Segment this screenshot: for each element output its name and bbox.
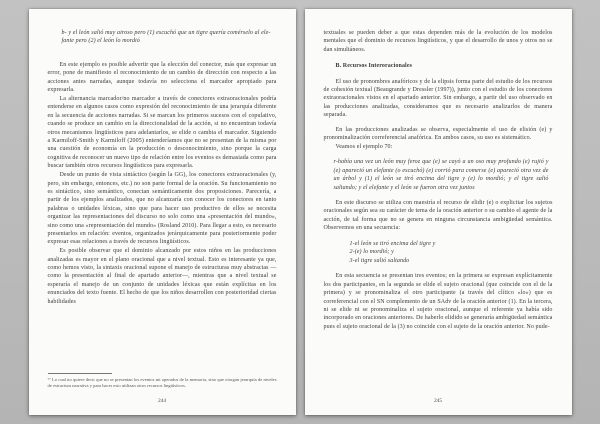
paragraph: Es posible observar que el dominio alcanzado por estos niños en las producciones analizadas es mayor en el plano oracional que a nivel textual. Esto es interesante ya que, como hemos visto, la sintaxis oracional supone el manejo de estructuras muy abstractas —como la presentación al final de apartado anterior—, mientras que a nivel textual se esperaría el manejo de un conjunto de unidades léxicas que están explícitas en los enunciados del texto fuente. El hecho de que los niños desarrollen con posterioridad ciertas habilidades bbox=[47, 248, 277, 305]
epigraph-example: b- y el león salió muy airoso pero (1) escuchó que un tigre quería comérselo al ele- fante pero (2) el león lo mordió bbox=[61, 30, 271, 45]
page-number-left: 244 bbox=[157, 398, 167, 404]
sequence-item: 1-el león se tiró encima del tigre y bbox=[349, 240, 436, 247]
footnote-rule bbox=[48, 373, 112, 374]
paragraph: En esta secuencia se presentan tres eventos; en la primera se expresan explícitamente los dos participantes, en la segunda se elide el sujeto oracional (que coincide con el de la primera) y se pronominaliza el otro participante (a través del clítico «lo») que es correferencial con el SN complemento de un SAdv de la oración anterior (1). En la tercera, ni se elide ni se pronominaliza el sujeto oracional, aunque el referente ya había sido incorporado en oraciones anteriores. De haberlo elidido se generaría ambigüedad semántica pues el sujeto oracional de la (3) no coincide con el sujeto de la oración anterior. No pude- bbox=[323, 273, 553, 330]
paragraph: En las producciones analizadas se observa, especialmente el uso de elisión (e) y pronominalización correferencial anafórica. En ambos casos, su uso es sistemático. bbox=[323, 126, 553, 142]
paragraph: En este discurso se utiliza con maestría el recurso de elidir (e) o explicitar los sujetos oracionales según sea su carácter de tema de la oración anterior o su cambio el agente de la acción, de tal forma que no se genera en ninguna circunstancia ambigüedad semántica. Observemos en una secuencia: bbox=[323, 200, 553, 232]
page-right bbox=[305, 9, 572, 415]
sequence-list bbox=[350, 240, 553, 266]
paragraph: En este ejemplo es posible advertir que la elección del conector, más que expresar un error, pone de manifiesto el reconocimiento de un cambio de dirección con respecto a las acciones antes narradas, aunque todavía no selecciona el marcador apropiado para expresarla. bbox=[47, 61, 277, 94]
page-left bbox=[29, 9, 296, 415]
sequence-item: 2-(e) lo mordió; y bbox=[349, 249, 394, 256]
page-number-right: 245 bbox=[433, 398, 443, 404]
example-transcript: r-había una vez un león muy feroz que (e) se cayó a un oso muy profundo (e) rujió y (e) apareció un elefante (o escuchó) (e) corrió para comerse (e) apareció otra vez de un árbol y (1) el león se tiró encima del tigre y (e) lo mordió; y el tigre salió saltando; y el elefante y el león se fueron otra vez juntos bbox=[333, 159, 549, 191]
page-right-body bbox=[324, 29, 553, 331]
footnote: ⁷⁷ Lo cual no quiere decir que no se presentan los eventos mi operados de la memoria, sino que otorgan jerarquía de niveles de estructura narrativa y para hacer esto utilizan otros recursos lingüísticos. bbox=[47, 376, 277, 388]
paragraph: textuales se pueden deber a que estas dependen más de la evolución de los modelos mentales que el dominio de recursos lingüísticos, y que el desarrollo de unos y otros no se dan simultáneos. bbox=[323, 30, 553, 53]
footnote-area bbox=[48, 373, 277, 389]
section-heading: B. Recursos Interoracionales bbox=[335, 63, 413, 70]
paragraph: Veamos el ejemplo 70: bbox=[335, 143, 393, 150]
page-left-body bbox=[48, 29, 277, 306]
paragraph: Desde un punto de vista sintáctico (según la GG), los conectores extraoracionales (y, pero, sin embargo, entonces, etc.) no son parte formal de la oración. Su funcionamiento no es sintáctico, sino semántico, conectan semánticamente dos proposiciones. Parecería, a partir de los ejemplos analizados, que no alcanzaría con conocer los conectores en tanto palabras o unidades léxicas, sino que para hacer uso productivo de ellos se necesita organizar las representaciones del discurso no solo como una «presentación del mundo», sino como una «representación del mundo» (Rosland 2010). Para llegar a esto, es necesario presentarlos en relación: eventos, organizados jerárquicamente para posteriormente poder expresar esas relaciones a través de recursos lingüísticos. bbox=[47, 172, 277, 246]
paragraph: El uso de pronombres anafóricos y de la elipsis forma parte del estudio de los recursos de cohesión textual (Beaugrande y Dressler (1997)), junto con el estudio de los conectores extraoracionales vistos en el apartado anterior. Sin embargo, a partir del uso observado en las producciones analizadas, consideramos que es necesario analizarlos de manera separada. bbox=[323, 78, 553, 119]
sequence-item: 3-el tigre salió saltando bbox=[349, 257, 410, 264]
paragraph: La alternancia marcador/no marcador a través de conectores extraoracionales podría entenderse en algunos casos como expresión del reconocimiento de una jerarquía diferente en la secuencia de acciones narradas. Si se marcan los primeros sucesos con el copulativo, cuando se produce un cambio en la direccionalidad de la acción, si no encuentran todavía otros mecanismos lingüísticos para adelantarlos, se elide o cambia el marcador. Siguiendo a Karmiloff-Smith y Karmiloff (2005) entenderíamos que no se presentan de la misma por una cuestión de economía en la producción o desconocimiento, sino porque la carga cognitiva de reconocer un nuevo tipo de relación entre los eventos es demasiada como para buscar también otros recursos lingüísticos para expresarla. bbox=[47, 95, 277, 170]
